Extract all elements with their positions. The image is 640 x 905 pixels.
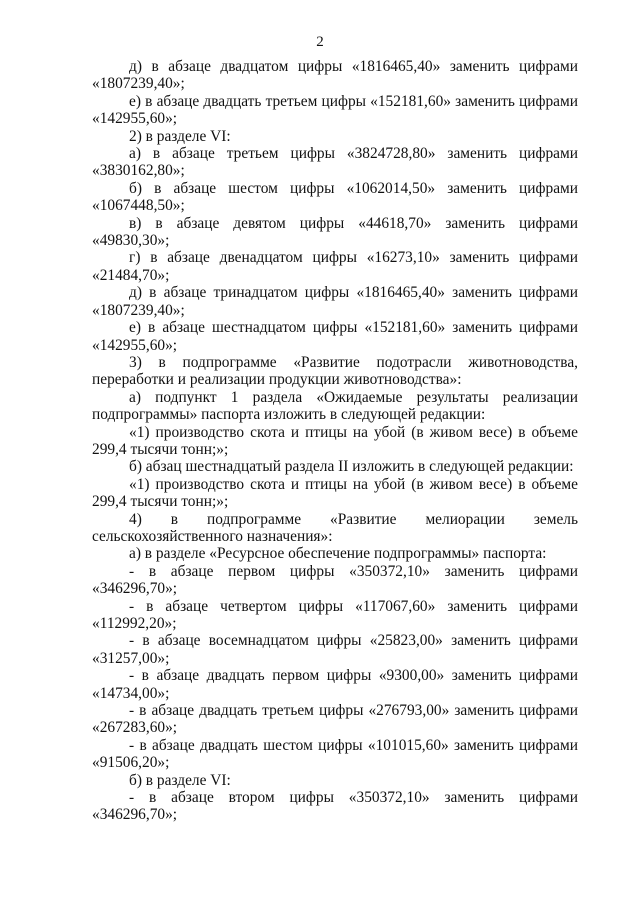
paragraph: - в абзаце двадцать первом цифры «9300,00» заменить цифрами «14734,00»; — [92, 667, 578, 702]
paragraph: е) в абзаце двадцать третьем цифры «152181,60» заменить цифрами «142955,60»; — [92, 92, 578, 128]
paragraph: а) в абзаце третьем цифры «3824728,80» заменить цифрами «3830162,80»; — [92, 145, 578, 180]
paragraph: «1) производство скота и птицы на убой (в живом весе) в объеме 299,4 тысячи тонн;»; — [92, 423, 578, 458]
paragraph: а) подпункт 1 раздела «Ожидаемые результаты реализации подпрограммы» паспорта изложить в следующей редакции: — [92, 388, 578, 424]
paragraph: в) в абзаце девятом цифры «44618,70» заменить цифрами «49830,30»; — [92, 214, 578, 250]
paragraph: б) в разделе VI: — [129, 771, 231, 789]
paragraph: е) в абзаце шестнадцатом цифры «152181,60» заменить цифрами «142955,60»; — [92, 319, 578, 354]
paragraph: д) в абзаце двадцатом цифры «1816465,40» заменить цифрами «1807239,40»; — [92, 58, 578, 93]
paragraph: - в абзаце первом цифры «350372,10» заменить цифрами «346296,70»; — [92, 562, 578, 598]
paragraph: 3) в подпрограмме «Развитие подотрасли животноводства, переработки и реализации продукции животноводства»: — [92, 353, 578, 389]
paragraph: 2) в разделе VI: — [129, 127, 231, 145]
paragraph: а) в разделе «Ресурсное обеспечение подпрограммы» паспорта: — [129, 545, 547, 563]
paragraph: г) в абзаце двенадцатом цифры «16273,10» заменить цифрами «21484,70»; — [92, 249, 578, 284]
paragraph: - в абзаце двадцать третьем цифры «276793,00» заменить цифрами «267283,60»; — [92, 702, 578, 737]
paragraph: 4) в подпрограмме «Развитие мелиорации земель сельскохозяйственного назначения»: — [92, 510, 578, 545]
paragraph: б) в абзаце шестом цифры «1062014,50» заменить цифрами «1067448,50»; — [92, 179, 578, 215]
page-number: 2 — [316, 34, 324, 50]
paragraph: б) абзац шестнадцатый раздела II изложить в следующей редакции: — [129, 458, 574, 476]
paragraph: - в абзаце двадцать шестом цифры «101015,60» заменить цифрами «91506,20»; — [92, 736, 578, 772]
paragraph: д) в абзаце тринадцатом цифры «1816465,40» заменить цифрами «1807239,40»; — [92, 284, 578, 319]
paragraph: - в абзаце четвертом цифры «117067,60» заменить цифрами «112992,20»; — [92, 597, 578, 632]
paragraph: «1) производство скота и птицы на убой (в живом весе) в объеме 299,4 тысячи тонн;»; — [92, 475, 578, 511]
paragraph: - в абзаце восемнадцатом цифры «25823,00» заменить цифрами «31257,00»; — [92, 632, 578, 667]
paragraph: - в абзаце втором цифры «350372,10» заменить цифрами «346296,70»; — [92, 789, 578, 824]
